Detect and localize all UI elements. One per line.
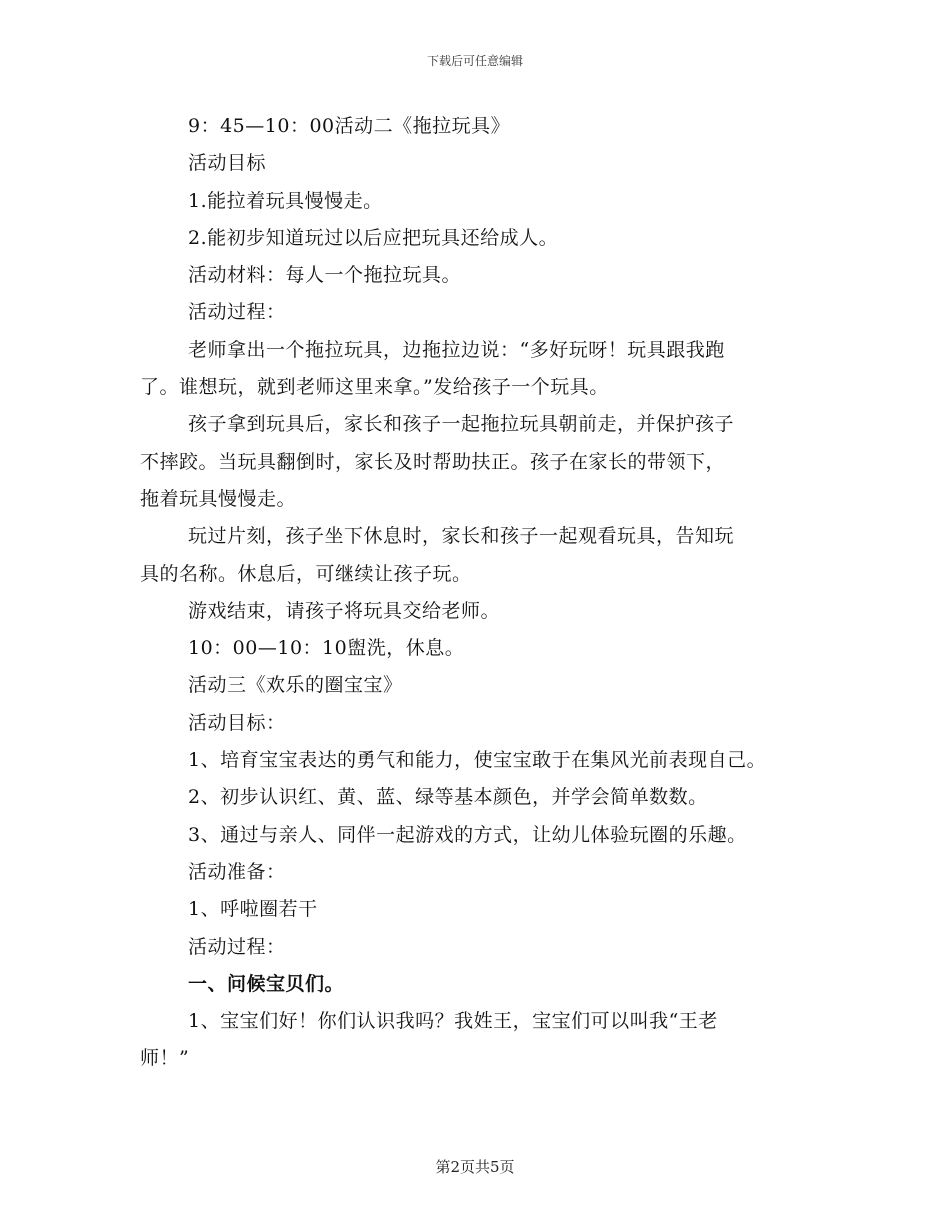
paragraph-line: 师！”	[140, 1047, 190, 1070]
paragraph-line: 3、通过与亲人、同伴一起游戏的方式，让幼儿体验玩圈的乐趣。	[188, 823, 747, 846]
paragraph-line: 活动过程：	[188, 935, 286, 958]
paragraph-line: 活动目标	[188, 152, 267, 175]
document-body	[140, 108, 830, 1078]
paragraph-line: 2、初步认识红、黄、蓝、绿等基本颜色，并学会简单数数。	[188, 786, 708, 809]
section-heading: 一、问候宝贝们。	[188, 972, 345, 995]
paragraph-line: 活动材料：每人一个拖拉玩具。	[188, 264, 462, 287]
page-header: 下载后可任意编辑	[426, 54, 523, 68]
paragraph-line: 10：00—10：10盥洗，休息。	[188, 637, 465, 660]
paragraph-line: 拖着玩具慢慢走。	[140, 487, 297, 510]
paragraph-line: 了。谁想玩，就到老师这里来拿。”发给孩子一个玩具。	[140, 376, 609, 399]
paragraph-line: 1、呼啦圈若干	[188, 898, 318, 921]
paragraph-line: 活动准备：	[188, 860, 286, 883]
paragraph-line: 1.能拉着玩具慢慢走。	[188, 189, 383, 212]
paragraph-line: 1、培育宝宝表达的勇气和能力，使宝宝敢于在集风光前表现自己。	[188, 749, 767, 772]
paragraph-line: 活动过程：	[188, 301, 286, 324]
paragraph-line: 1、宝宝们好！你们认识我吗？我姓王，宝宝们可以叫我“王老	[188, 1010, 718, 1033]
paragraph-line: 活动目标：	[188, 711, 286, 734]
paragraph-line: 具的名称。休息后，可继续让孩子玩。	[140, 562, 472, 585]
paragraph-line: 2.能初步知道玩过以后应把玩具还给成人。	[188, 226, 559, 249]
paragraph-line: 9：45—10：00活动二《拖拉玩具》	[188, 115, 511, 137]
paragraph-line: 游戏结束，请孩子将玩具交给老师。	[188, 599, 501, 622]
paragraph-line: 孩子拿到玩具后，家长和孩子一起拖拉玩具朝前走，并保护孩子	[188, 413, 735, 436]
paragraph-line: 活动三《欢乐的圈宝宝》	[188, 674, 403, 697]
page-footer: 第2页共5页	[435, 1158, 515, 1176]
paragraph-line: 不摔跤。当玩具翻倒时，家长及时帮助扶正。孩子在家长的带领下，	[140, 450, 726, 473]
paragraph-line: 玩过片刻，孩子坐下休息时，家长和孩子一起观看玩具，告知玩	[188, 525, 735, 548]
paragraph-line: 老师拿出一个拖拉玩具，边拖拉边说：“多好玩呀！玩具跟我跑	[188, 338, 725, 361]
